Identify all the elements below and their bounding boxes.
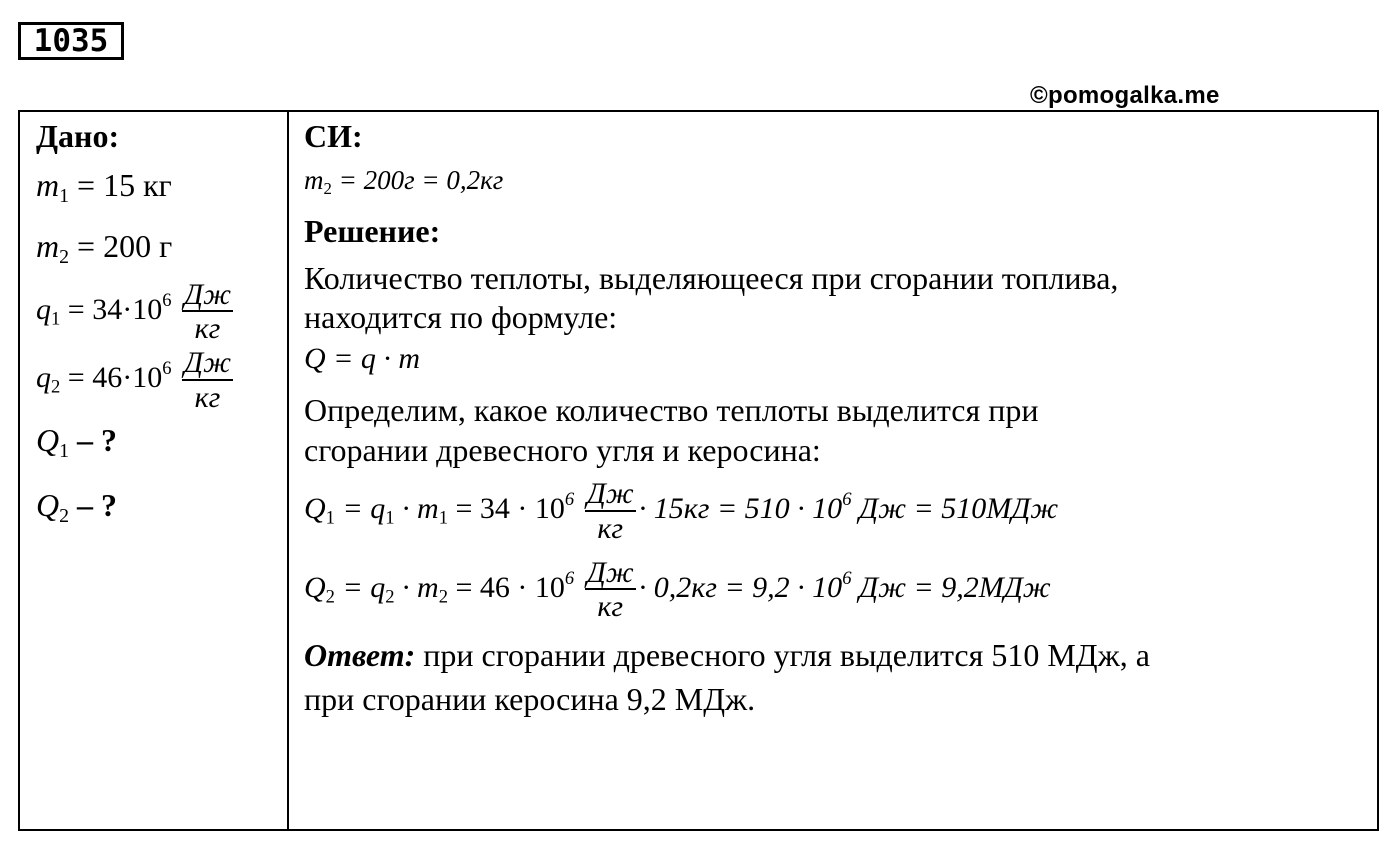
given-m1: $m_1 = 15$ кг — [36, 167, 172, 207]
si-conversion: $m_2 = 200г = 0,2кг$ — [304, 165, 504, 199]
answer — [304, 633, 1364, 721]
given-m2: $m_2 = 200$ г — [36, 227, 173, 268]
si-header: СИ: — [304, 118, 363, 154]
given-q2: $q_2 = 46\cdot 10^6$ $\frac{Дж}{кг}$ — [36, 346, 232, 414]
solution-column — [304, 114, 1364, 721]
solution-text-3: Определим, какое количество теплоты выделится при — [304, 392, 1039, 429]
answer-text-2: при сгорании керосина 9,2 МДж. — [304, 681, 756, 718]
fraction: $\frac{Дж}{кг}$ — [586, 477, 634, 545]
column-divider — [287, 110, 289, 831]
watermark: ©pomogalka.me — [1030, 82, 1220, 109]
given-Q1: $Q_1$ – ? — [36, 421, 118, 462]
given-Q2: $Q_2$ – ? — [36, 486, 118, 527]
equation-Q1: $Q_1 = q_1 \cdot m_1 = 34 \cdot 10^6$ $\frac{Дж}{кг}$ · $15кг = 510 \cdot 10^6$ Дж = 510МДж — [304, 477, 1059, 545]
fraction: $\frac{Дж}{кг}$ — [586, 555, 634, 624]
answer-label: Ответ: — [304, 637, 416, 674]
given-q1: $q_1 = 34\cdot 10^6$ $\frac{Дж}{кг}$ — [36, 277, 232, 346]
solution-text-1: Количество теплоты, выделяющееся при сгорании топлива, — [304, 260, 1119, 297]
solution-header: Решение: — [304, 213, 441, 250]
given-header: Дано: — [36, 118, 120, 154]
solution-text-2: находится по формуле: — [304, 299, 618, 336]
fraction: $\frac{Дж}{кг}$ — [184, 346, 232, 414]
equation-Q2: $Q_2 = q_2 \cdot m_2 = 46 \cdot 10^6$ $\frac{Дж}{кг}$ · $0,2кг = 9,2 \cdot 10^6$ Дж = 9,2МДж — [304, 555, 1051, 624]
heat-formula: Q = q · m — [304, 342, 421, 376]
given-column — [36, 114, 281, 528]
fraction: $\frac{Дж}{кг}$ — [184, 277, 232, 346]
problem-number: 1035 — [18, 22, 124, 60]
solution-text-4: сгорании древесного угля и керосина: — [304, 432, 821, 469]
answer-text-1: при сгорании древесного угля выделится 510 МДж, а — [415, 637, 1150, 674]
